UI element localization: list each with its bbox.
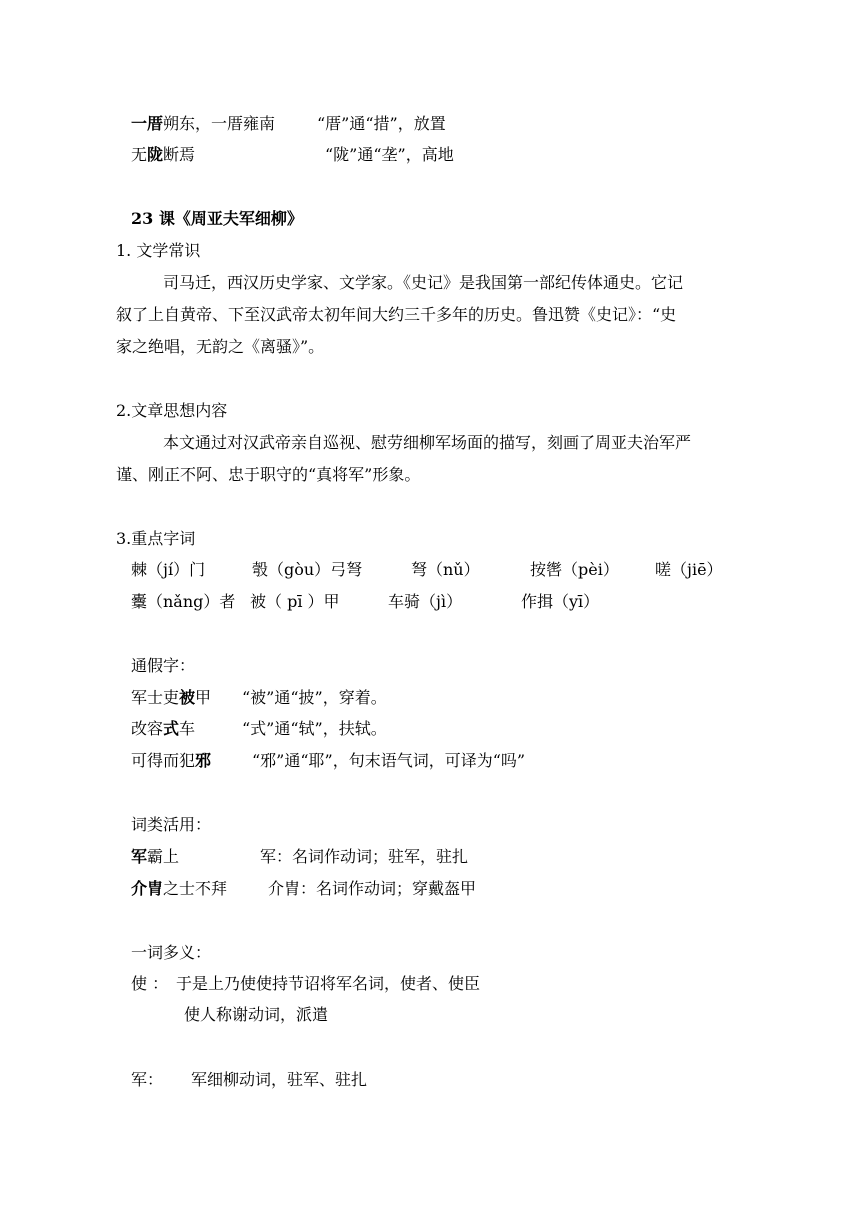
tongjia-note: “式”通“轼”，扶轼。 [242,719,387,738]
phrase-prefix: 无 [131,145,148,164]
phrase-post: 之士不拜 [163,879,228,898]
vocab-item: 按辔（pèi） [530,560,619,579]
phrase-bold: 邪 [195,751,212,770]
tongjia-note-cuo: “厝”通“措”，放置 [317,114,446,133]
paragraph-line: 谨、刚正不阿、忠于职守的“真将军”形象。 [116,465,421,484]
tongjia-phrase [131,688,211,708]
duoyi-line: 军细柳动词，驻军、驻扎 [191,1070,368,1089]
section-heading-vocab: 3.重点字词 [116,529,196,548]
paragraph-line: 本文通过对汉武帝亲自巡视、慰劳细柳军场面的描写，刻画了周亚夫治军严 [163,433,692,452]
duoyi-label-shi: 使 ： [131,974,169,993]
cilei-phrase [131,847,179,867]
vocab-item: 櫜（nǎng）者 [131,592,236,611]
tongjia-note: “邪”通“耶”，句末语气词，可译为“吗” [252,751,526,770]
section-heading-theme: 2.文章思想内容 [116,401,228,420]
phrase-bold: 式 [163,719,180,738]
phrase-rest: 朔东，一厝雍南 [163,114,276,133]
vocab-item: 棘（jí）门 [131,560,206,579]
paragraph-line: 叙了上自黄帝、下至汉武帝太初年间大约三千多年的历史。鲁迅赞《史记》：“史 [116,305,677,324]
tongjia-note-long: “陇”通“垄”，高地 [325,145,454,164]
phrase-pre: 军士吏 [131,688,180,707]
tongjia-line-long [131,145,195,165]
duoyi-heading: 一词多义： [131,943,212,962]
phrase-bold: 一厝 [131,114,164,133]
tongjia-phrase [131,719,195,739]
phrase-pre: 改容 [131,719,164,738]
section-heading-literature: 1. 文学常识 [116,241,201,260]
lesson-title: 23 课《周亚夫军细柳》 [131,209,303,228]
duoyi-line: 使人称谢动词，派遣 [184,1005,329,1024]
phrase-bold: 陇 [147,145,164,164]
phrase-pre: 可得而犯 [131,751,196,770]
phrase-rest: 断焉 [163,145,196,164]
tongjia-note: “被”通“披”，穿着。 [242,688,387,707]
phrase-post: 霸上 [147,847,180,866]
phrase-post: 甲 [195,688,212,707]
phrase-bold: 军 [131,847,148,866]
vocab-item: 被（ pī ）甲 [250,592,340,611]
phrase-post: 车 [179,719,196,738]
cilei-phrase [131,879,227,899]
cilei-note: 介胄：名词作动词；穿戴盔甲 [268,879,477,898]
tongjia-heading: 通假字： [131,656,196,675]
vocab-item: 嗟（jiē） [655,560,723,579]
tongjia-line-cuo [131,114,275,134]
vocab-item: 车骑（jì） [388,592,463,611]
phrase-bold: 介胄 [131,879,164,898]
vocab-item: 作揖（yī） [521,592,600,611]
tongjia-phrase [131,751,211,771]
phrase-bold: 被 [179,688,196,707]
vocab-item: 彀（gòu）弓弩 [252,560,363,579]
cilei-note: 军：名词作动词；驻军，驻扎 [260,847,469,866]
duoyi-line: 于是上乃使使持节诏将军名词，使者、使臣 [176,974,481,993]
vocab-item: 弩（nǔ） [411,560,480,579]
paragraph-line: 家之绝唱，无韵之《离骚》”。 [116,337,325,356]
cilei-heading: 词类活用： [131,815,212,834]
paragraph-line: 司马迁，西汉历史学家、文学家。《史记》是我国第一部纪传体通史。它记 [163,273,684,292]
duoyi-label-jun: 军： [131,1070,164,1089]
